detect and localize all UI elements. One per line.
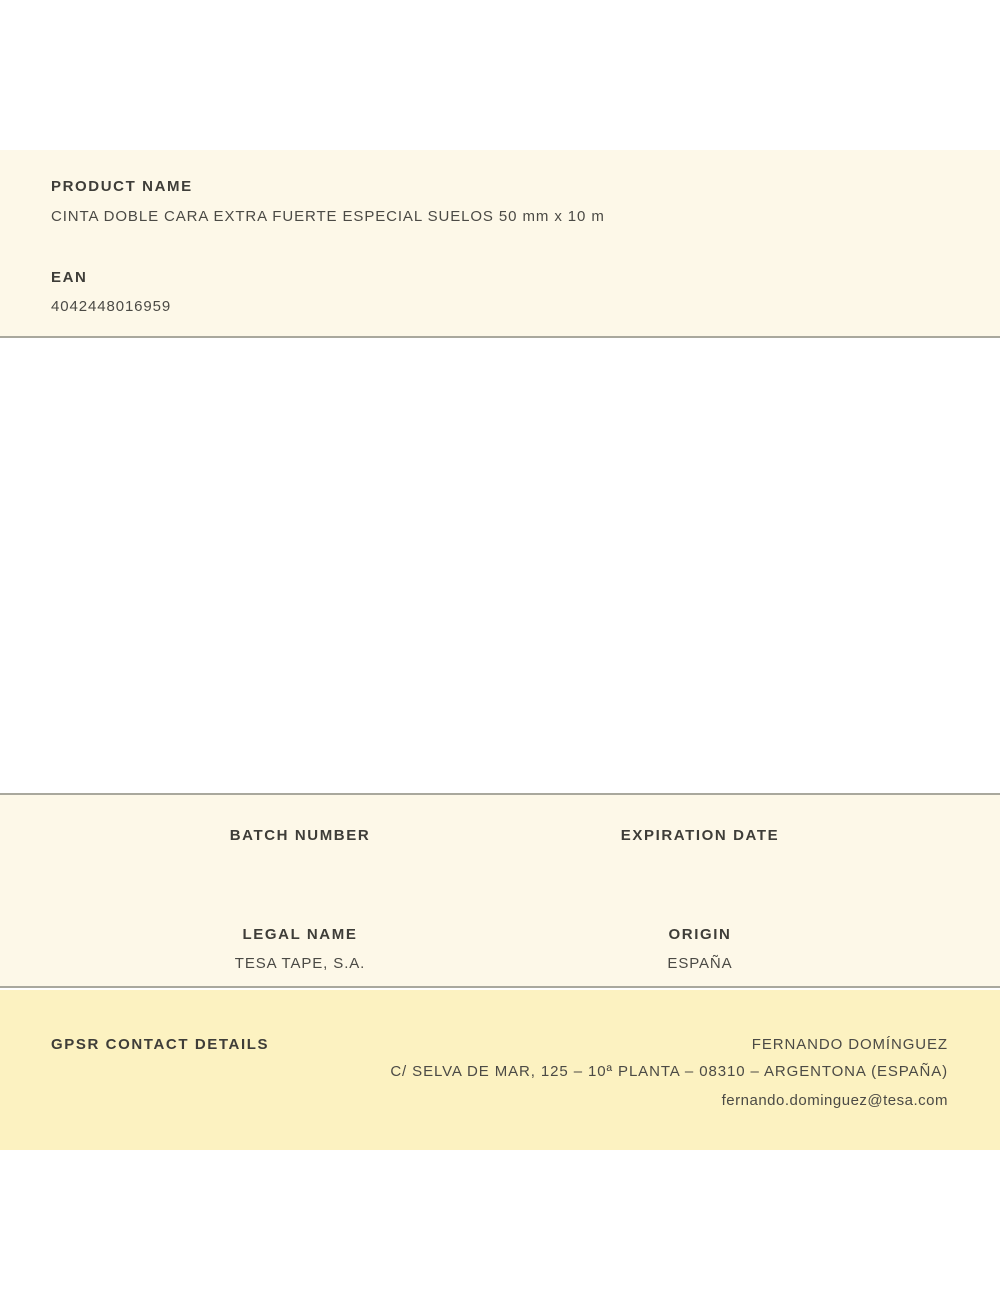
gpsr-contact-details-label: GPSR CONTACT DETAILS (51, 1036, 270, 1053)
ean-label: EAN (51, 269, 88, 286)
legal-name-label: LEGAL NAME (242, 926, 358, 943)
batch-legal-grid (100, 826, 900, 974)
expiration-date-cell (500, 826, 900, 855)
legal-name-value: TESA TAPE, S.A. (234, 955, 366, 972)
ean-value: 4042448016959 (51, 298, 172, 315)
batch-number-label: BATCH NUMBER (229, 827, 371, 844)
origin-cell (500, 925, 900, 974)
origin-label: ORIGIN (668, 926, 732, 943)
gpsr-contact-block (390, 1035, 948, 1111)
batch-number-cell (100, 826, 500, 855)
product-info-section (0, 150, 1000, 338)
contact-email: fernando.dominguez@tesa.com (721, 1092, 948, 1109)
batch-legal-section (0, 793, 1000, 988)
contact-address: C/ SELVA DE MAR, 125 – 10ª PLANTA – 08310 – ARGENTONA (ESPAÑA) (390, 1063, 948, 1080)
product-name-label: PRODUCT NAME (51, 178, 193, 195)
gpsr-contact-section (0, 990, 1000, 1150)
legal-name-cell (100, 925, 500, 974)
origin-value: ESPAÑA (667, 955, 733, 972)
contact-name: FERNANDO DOMÍNGUEZ (751, 1036, 948, 1053)
product-name-value: CINTA DOBLE CARA EXTRA FUERTE ESPECIAL SUELOS 50 mm x 10 m (51, 208, 605, 225)
expiration-date-label: EXPIRATION DATE (620, 827, 780, 844)
